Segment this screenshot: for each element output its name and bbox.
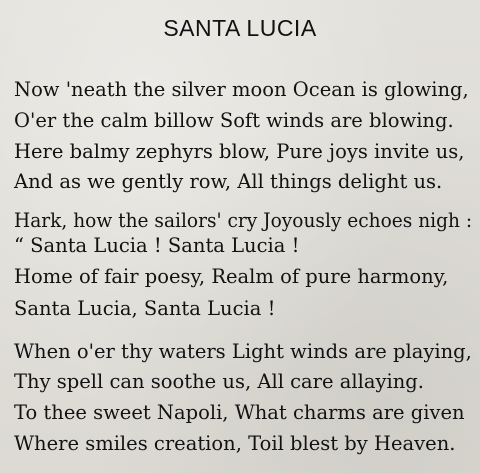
verse-line: Where smiles creation, Toil blest by Heaven. (14, 432, 456, 455)
verse-line: And as we gently row, All things delight us. (14, 170, 443, 193)
verse-line: To thee sweet Napoli, What charms are given (14, 401, 465, 424)
verse-line: Santa Lucia, Santa Lucia ! (14, 297, 276, 320)
verse-line: Thy spell can soothe us, All care allaying. (14, 370, 424, 393)
verse-line: Now 'neath the silver moon Ocean is glowing, (14, 78, 469, 101)
verse-line: Here balmy zephyrs blow, Pure joys invite us, (14, 140, 465, 163)
verse-line: “ Santa Lucia ! Santa Lucia ! (14, 234, 300, 257)
song-title: SANTA LUCIA (163, 15, 317, 41)
verse-line: Hark, how the sailors' cry Joyously echoes nigh : (14, 209, 473, 232)
verse-line: O'er the calm billow Soft winds are blowing. (14, 109, 454, 132)
verse-line: Home of fair poesy, Realm of pure harmony, (14, 265, 449, 288)
verse-line: When o'er thy waters Light winds are playing, (14, 340, 472, 363)
